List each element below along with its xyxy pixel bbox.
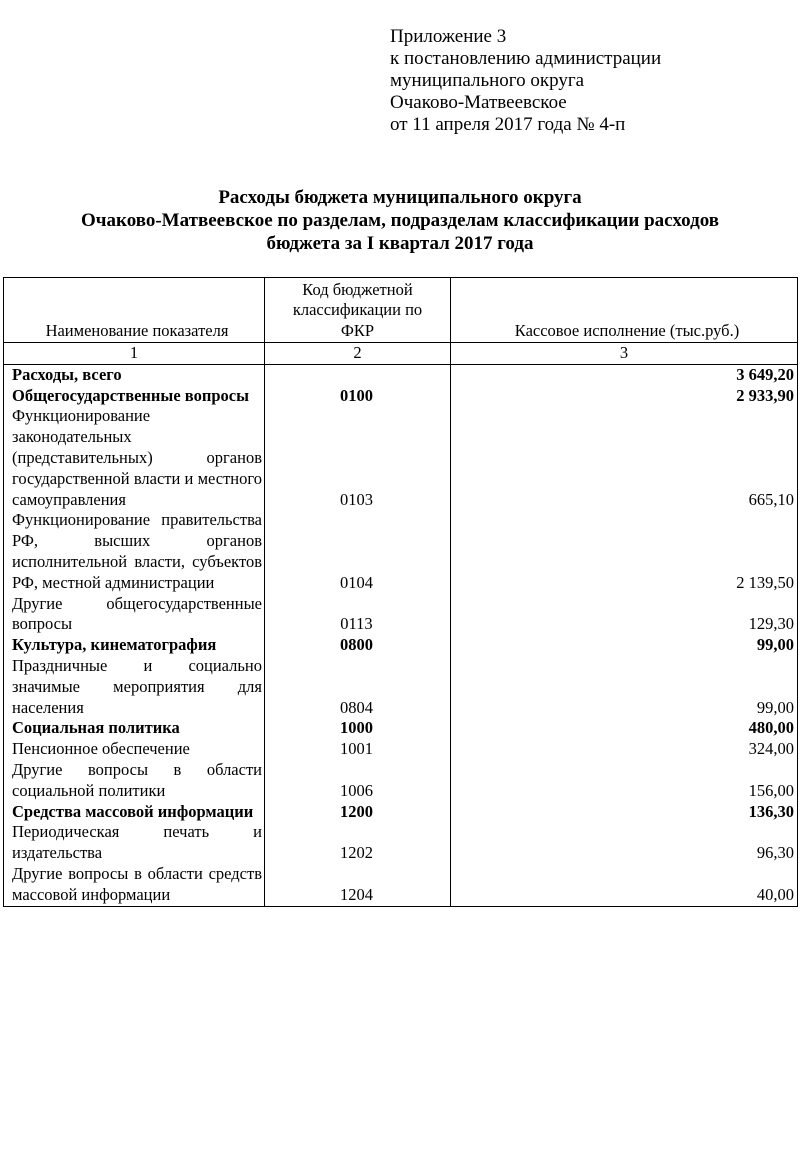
row-code: 0100	[265, 386, 451, 407]
column-number: 3	[451, 343, 798, 365]
row-amount: 3 649,20	[451, 364, 798, 385]
row-amount: 156,00	[451, 760, 798, 802]
table-row	[4, 718, 798, 739]
row-code: 0103	[265, 406, 451, 510]
row-name: Общегосударственные вопросы	[4, 386, 265, 407]
row-name: Другие вопросы в области средств массовой информации	[4, 864, 265, 906]
row-name: Культура, кинематография	[4, 635, 265, 656]
row-amount: 2 139,50	[451, 510, 798, 593]
column-number: 2	[265, 343, 451, 365]
title-line: бюджета за I квартал 2017 года	[266, 233, 534, 254]
table-row	[4, 406, 798, 510]
row-code: 0804	[265, 656, 451, 718]
table-body	[4, 364, 798, 906]
table-row	[4, 864, 798, 906]
row-amount: 2 933,90	[451, 386, 798, 407]
table-row	[4, 635, 798, 656]
annex-line: от 11 апреля 2017 года № 4-п	[390, 114, 626, 135]
row-amount: 40,00	[451, 864, 798, 906]
row-name: Средства массовой информации	[4, 802, 265, 823]
table-row	[4, 822, 798, 864]
title-line: Расходы бюджета муниципального округа	[218, 187, 582, 208]
table-row	[4, 802, 798, 823]
table-row	[4, 760, 798, 802]
annex-line: Приложение 3	[390, 26, 507, 47]
row-amount: 99,00	[451, 656, 798, 718]
budget-table	[3, 277, 798, 907]
annex-line: к постановлению администрации	[390, 48, 662, 69]
table-row	[4, 386, 798, 407]
table-row	[4, 656, 798, 718]
row-amount: 129,30	[451, 594, 798, 636]
row-code: 0800	[265, 635, 451, 656]
annex-block	[390, 26, 661, 136]
row-name: Функционирование законодательных (представительных) органов государственной власти и местного самоуправления	[4, 406, 265, 510]
row-name: Расходы, всего	[4, 364, 265, 385]
row-name: Периодическая печать и издательства	[4, 822, 265, 864]
row-amount: 96,30	[451, 822, 798, 864]
row-code	[265, 364, 451, 385]
row-code: 1200	[265, 802, 451, 823]
row-amount: 136,30	[451, 802, 798, 823]
row-name: Праздничные и социально значимые мероприятия для населения	[4, 656, 265, 718]
row-code: 1204	[265, 864, 451, 906]
row-name: Социальная политика	[4, 718, 265, 739]
row-code: 1001	[265, 739, 451, 760]
annex-line: Очаково-Матвеевское	[390, 92, 567, 113]
row-amount: 665,10	[451, 406, 798, 510]
row-code: 0104	[265, 510, 451, 593]
row-name: Пенсионное обеспечение	[4, 739, 265, 760]
row-name: Другие вопросы в области социальной политики	[4, 760, 265, 802]
column-number: 1	[4, 343, 265, 365]
table-header-row	[4, 278, 798, 343]
table-row	[4, 739, 798, 760]
annex-line: муниципального округа	[390, 70, 585, 91]
document-title	[0, 186, 800, 255]
title-line: Очаково-Матвеевское по разделам, подразделам классификации расходов	[81, 210, 719, 231]
table-row	[4, 594, 798, 636]
header-name: Наименование показателя	[4, 278, 265, 343]
row-amount: 480,00	[451, 718, 798, 739]
row-amount: 324,00	[451, 739, 798, 760]
table-row	[4, 364, 798, 385]
header-code: Код бюджетной классификации по ФКР	[265, 278, 451, 343]
row-amount: 99,00	[451, 635, 798, 656]
column-number-row	[4, 343, 798, 365]
row-code: 0113	[265, 594, 451, 636]
row-name: Другие общегосударственные вопросы	[4, 594, 265, 636]
header-amount: Кассовое исполнение (тыс.руб.)	[451, 278, 798, 343]
row-name: Функционирование правительства РФ, высших органов исполнительной власти, субъектов РФ, местной администрации	[4, 510, 265, 593]
table-row	[4, 510, 798, 593]
row-code: 1006	[265, 760, 451, 802]
row-code: 1000	[265, 718, 451, 739]
row-code: 1202	[265, 822, 451, 864]
